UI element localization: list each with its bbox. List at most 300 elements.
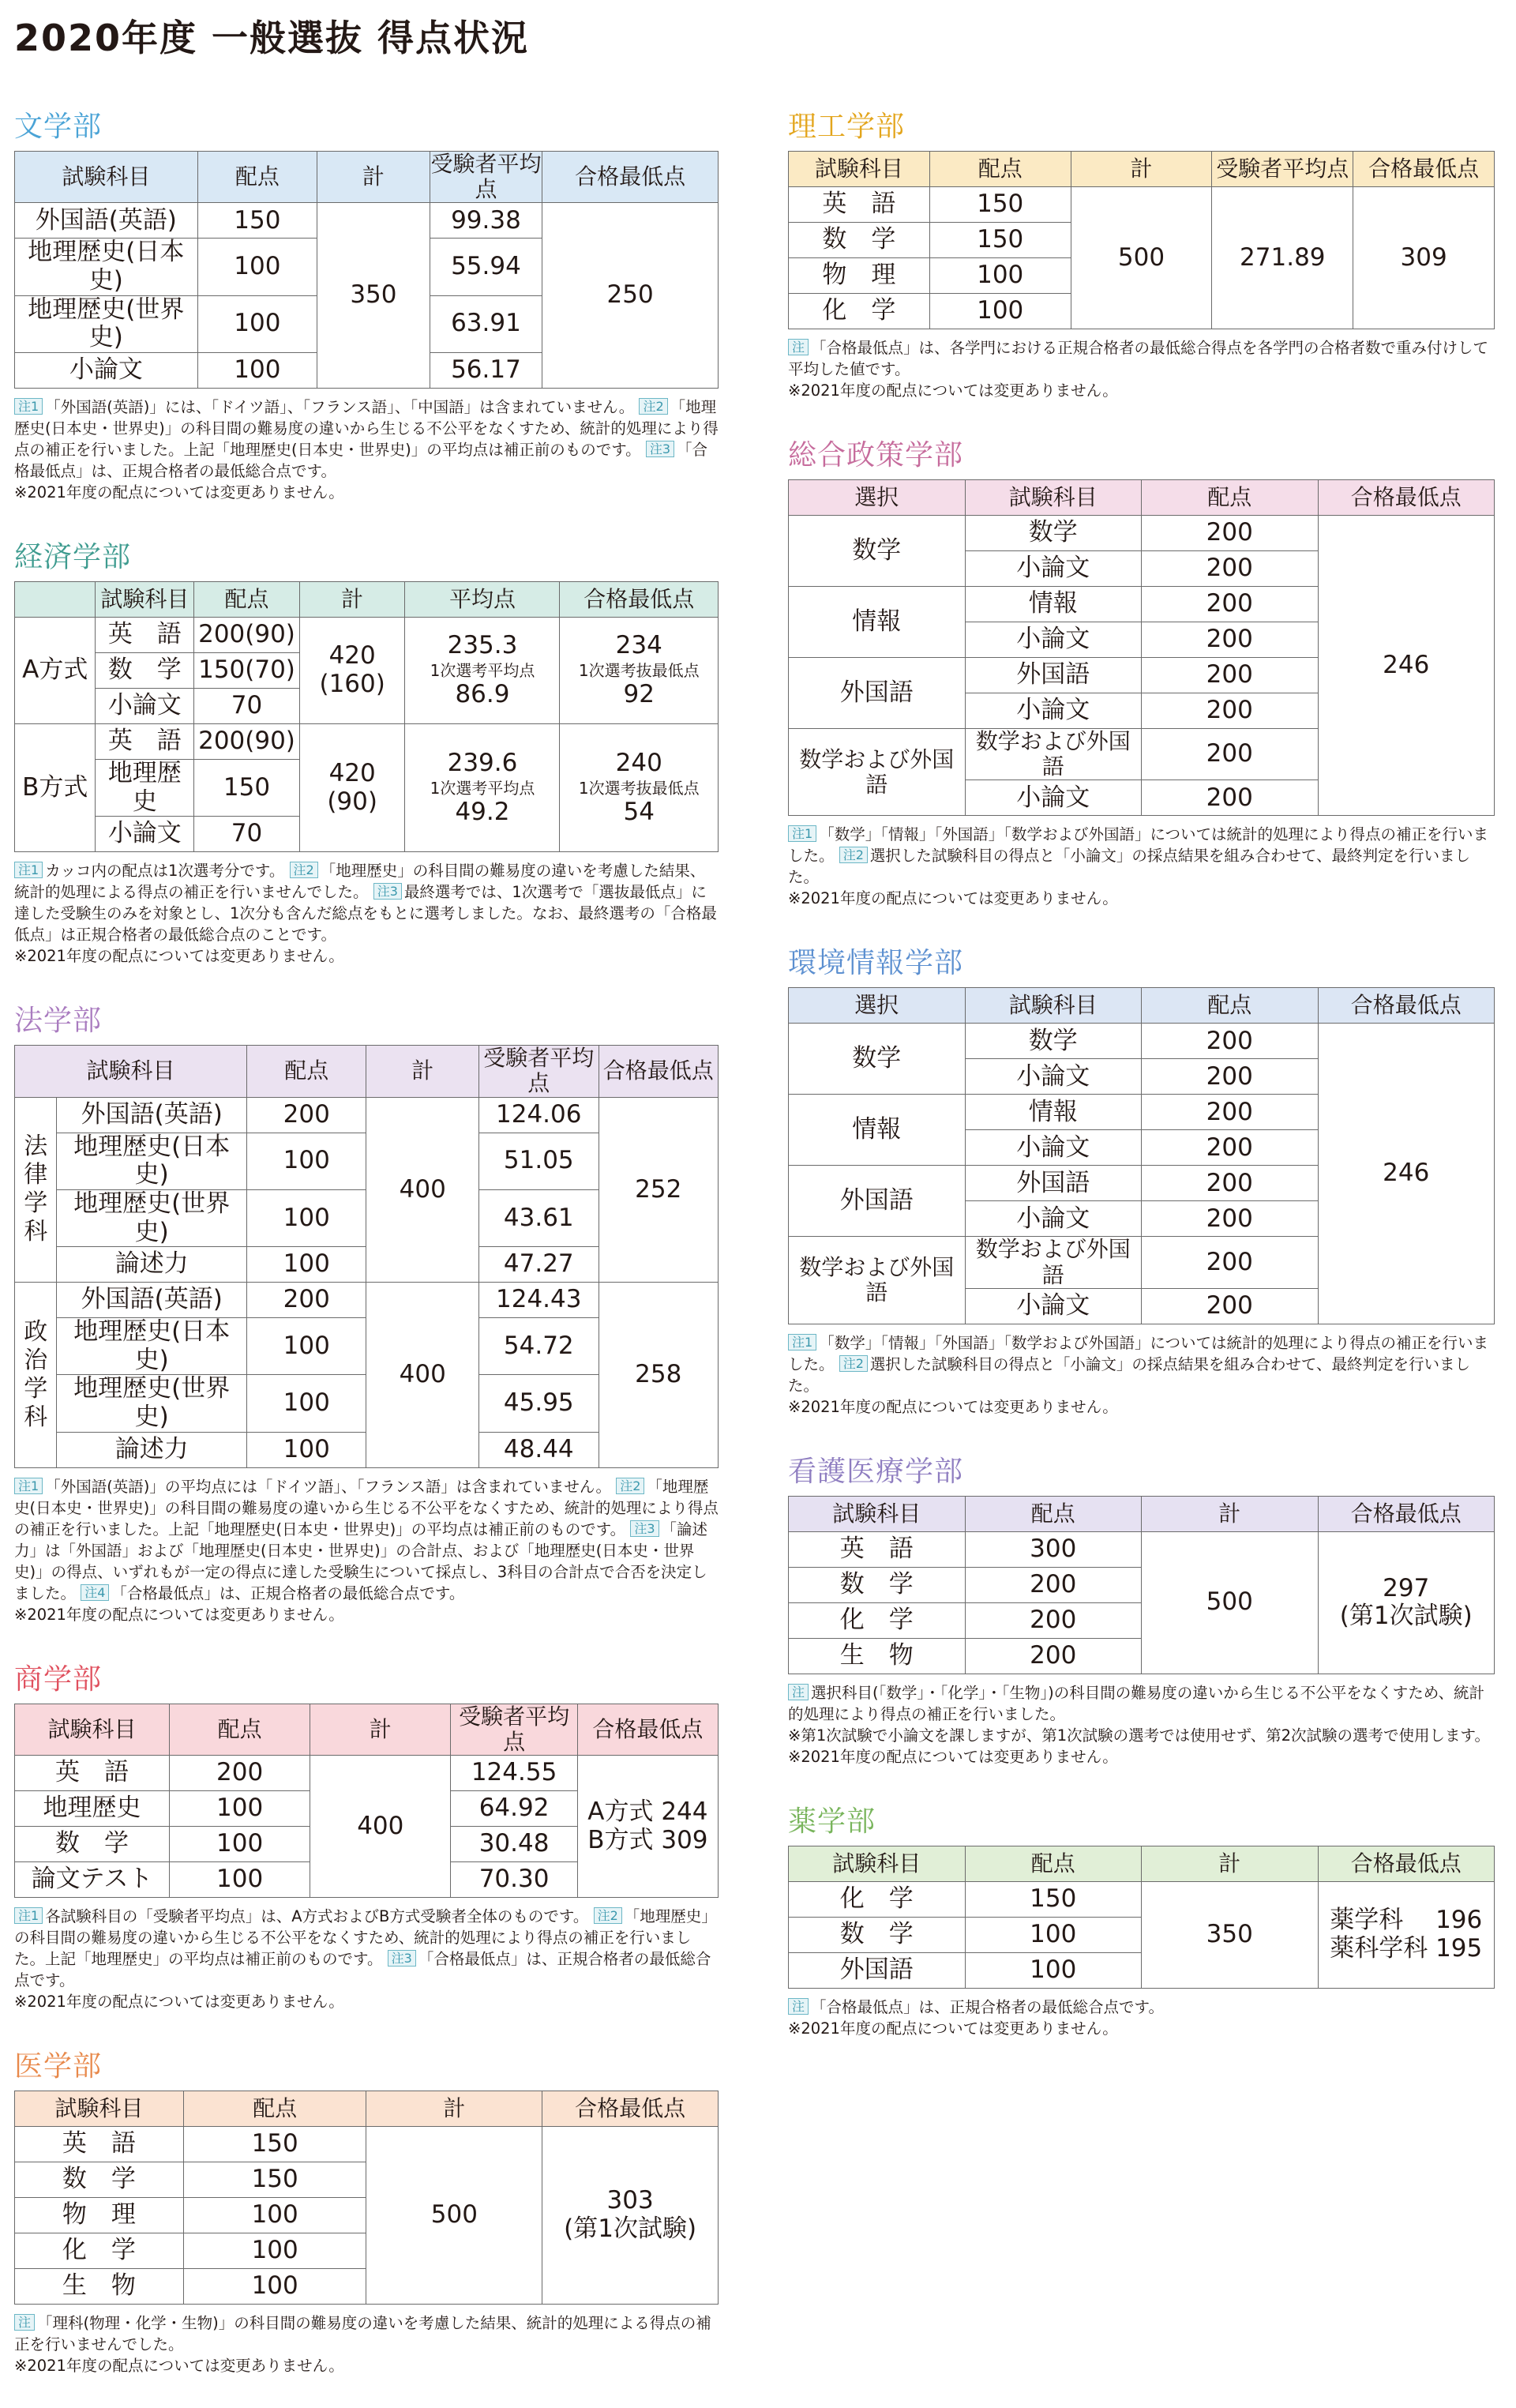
note-text: カッコ内の配点は1次選考分です。 xyxy=(45,862,285,881)
choice-cell: 外国語 xyxy=(789,658,966,729)
subject-cell: 地理歴史(世界史) xyxy=(15,295,198,352)
total-sub: (160) xyxy=(319,669,385,698)
min-b: B方式 309 xyxy=(587,1825,708,1854)
score-table xyxy=(788,987,1495,1324)
header-cell: 配点 xyxy=(183,2091,366,2127)
note-tag: 注1 xyxy=(14,1478,43,1494)
left-column xyxy=(14,104,719,2408)
header-cell: 配点 xyxy=(194,581,300,617)
avg-cell: 54.72 xyxy=(479,1318,599,1375)
note-tag: 注1 xyxy=(788,1334,816,1351)
subject-cell: 小論文 xyxy=(96,817,194,852)
note-text: 選択した試験科目の得点と「小論文」の採点結果を組み合わせて、最終判定を行いました。 xyxy=(788,1354,1471,1395)
subject-cell: 数学および外国語 xyxy=(965,1237,1142,1288)
note-paragraph xyxy=(14,860,719,945)
header-cell: 計 xyxy=(366,2091,542,2127)
note-tag: 注3 xyxy=(630,1520,659,1537)
header-cell: 試験科目 xyxy=(15,152,198,203)
table-header-row xyxy=(789,988,1495,1024)
points-cell: 200(90) xyxy=(194,723,300,759)
section-title: 法学部 xyxy=(14,1005,103,1038)
note-tag: 注3 xyxy=(388,1950,416,1967)
note-tag: 注4 xyxy=(81,1584,109,1601)
points-cell: 100 xyxy=(965,1917,1142,1952)
note-paragraph xyxy=(14,1476,719,1604)
section-title: 薬学部 xyxy=(788,1805,876,1838)
avg-cell: 124.06 xyxy=(479,1097,599,1133)
total-cell: 350 xyxy=(1142,1881,1319,1988)
points-cell: 100 xyxy=(170,1862,310,1898)
total-cell xyxy=(299,723,405,851)
subject-cell: 数 学 xyxy=(15,1827,170,1862)
note-tag: 注 xyxy=(788,1998,809,2015)
min-sub: 92 xyxy=(623,679,655,708)
points-cell: 100 xyxy=(247,1375,366,1432)
note-text: 「地理歴史(日本史・世界史)」の科目間の難易度の違いから生じる不公平をなくすため、統計的処理により得点の補正を行いました。上記「地理歴史(日本史・世界史)」の平均点は補正前のものです。 xyxy=(14,397,719,459)
section-title: 環境情報学部 xyxy=(788,947,964,980)
min-label: 1次選考抜最低点 xyxy=(578,660,700,680)
subject-cell: 外国語(英語) xyxy=(57,1283,247,1318)
section-title: 理工学部 xyxy=(788,111,906,143)
table-header-row xyxy=(789,1496,1495,1531)
points-cell: 150 xyxy=(965,1881,1142,1917)
section-riko xyxy=(788,104,1495,401)
min-score-cell xyxy=(1318,1881,1495,1988)
section-kango xyxy=(788,1449,1495,1767)
avg-cell: 70.30 xyxy=(451,1862,577,1898)
header-cell: 配点 xyxy=(197,152,317,203)
header-cell xyxy=(15,581,96,617)
section-hou xyxy=(14,998,719,1625)
header-cell: 合格最低点 xyxy=(599,1046,719,1097)
min-score-cell xyxy=(577,1756,718,1898)
notes xyxy=(14,860,719,967)
header-cell: 配点 xyxy=(965,1496,1142,1531)
table-row xyxy=(789,1531,1495,1567)
total-cell: 400 xyxy=(366,1283,479,1468)
min-value: 297 xyxy=(1383,1573,1430,1602)
header-cell: 計 xyxy=(1142,1846,1319,1881)
total-cell: 500 xyxy=(366,2127,542,2305)
subject-cell: 小論文 xyxy=(965,780,1142,816)
choice-cell: 数学および外国語 xyxy=(789,729,966,816)
section-shou xyxy=(14,1657,719,2012)
table-header-row xyxy=(789,480,1495,516)
subject-cell: 数学 xyxy=(965,516,1142,551)
section-keizai xyxy=(14,535,719,967)
table-row xyxy=(15,617,719,652)
choice-cell: 数学 xyxy=(789,516,966,587)
table-row xyxy=(15,723,719,759)
header-cell: 試験科目 xyxy=(789,152,930,187)
table-row xyxy=(789,187,1495,223)
min-1: 薬学科 196 xyxy=(1330,1906,1483,1935)
points-cell: 200 xyxy=(1142,1288,1319,1324)
table-row xyxy=(15,1097,719,1133)
note-paragraph xyxy=(788,1682,1495,1725)
points-cell: 100 xyxy=(929,294,1071,329)
points-cell: 100 xyxy=(965,1952,1142,1988)
note-tag: 注3 xyxy=(373,883,402,900)
note-text: 「理科(物理・化学・生物)」の科目間の難易度の違いを考慮した結果、統計的処理による得点の補正を行いませんでした。 xyxy=(14,2314,711,2354)
note-tag: 注1 xyxy=(788,825,816,842)
notes xyxy=(14,396,719,503)
notes xyxy=(788,337,1495,401)
note-tag: 注2 xyxy=(639,398,667,415)
note-footer: ※2021年度の配点については変更ありません。 xyxy=(14,1993,344,2012)
subject-cell: 外国語 xyxy=(965,658,1142,693)
note-paragraph xyxy=(788,337,1495,380)
table-row xyxy=(15,1283,719,1318)
min-score-cell xyxy=(1318,1531,1495,1674)
points-cell: 150 xyxy=(197,203,317,239)
subject-cell: 小論文 xyxy=(15,352,198,388)
section-kankyo xyxy=(788,941,1495,1417)
score-table xyxy=(14,151,719,389)
subject-cell: 物 理 xyxy=(789,258,930,294)
section-title: 医学部 xyxy=(14,2050,103,2083)
header-cell: 配点 xyxy=(1142,988,1319,1024)
points-cell: 200 xyxy=(1142,1166,1319,1201)
section-title: 経済学部 xyxy=(14,540,132,573)
subject-cell: 英 語 xyxy=(789,1531,966,1567)
note-text: 「数学」「情報」「外国語」「数学および外国語」については統計的処理により得点の補正を行いました。 xyxy=(788,1333,1489,1373)
section-bungaku xyxy=(14,104,719,503)
avg-cell: 124.55 xyxy=(451,1756,577,1791)
note-text: 「合格最低点」は、正規合格者の最低総合点です。 xyxy=(14,1950,711,1990)
note-paragraph xyxy=(788,1332,1495,1396)
header-cell: 試験科目 xyxy=(965,480,1142,516)
table-row xyxy=(15,203,719,239)
page-title: 2020年度 一般選抜 得点状況 xyxy=(14,17,530,59)
points-cell: 100 xyxy=(929,258,1071,294)
min-value: 303 xyxy=(606,2186,654,2215)
subject-cell: 英 語 xyxy=(96,723,194,759)
note-text: 「合格最低点」は、正規合格者の最低総合点です。 xyxy=(811,1997,1164,2016)
points-cell: 200 xyxy=(965,1602,1142,1638)
dept-cell xyxy=(15,1283,57,1468)
subject-cell: 数学および外国語 xyxy=(965,729,1142,780)
min-sub: (第1次試験) xyxy=(564,2215,697,2244)
min-score-cell: 258 xyxy=(599,1283,719,1468)
subject-cell: 小論文 xyxy=(965,693,1142,729)
note-paragraph xyxy=(14,1906,719,1991)
avg-label: 1次選考平均点 xyxy=(430,778,535,798)
avg-cell xyxy=(405,723,560,851)
header-cell: 計 xyxy=(1142,1496,1319,1531)
table-row xyxy=(15,2127,719,2162)
note-text: 選択科目(「数学」・「化学」・「生物」)の科目間の難易度の違いから生じる不公平をなくすため、統計的処理により得点の補正を行いました。 xyxy=(788,1683,1484,1723)
section-sougou xyxy=(788,433,1495,909)
section-igaku xyxy=(14,2044,719,2376)
note-tag: 注2 xyxy=(839,1355,868,1372)
table-row xyxy=(789,516,1495,551)
points-cell: 200 xyxy=(965,1567,1142,1602)
points-cell: 200 xyxy=(1142,658,1319,693)
avg-cell: 43.61 xyxy=(479,1189,599,1246)
note-tag: 注1 xyxy=(14,398,43,415)
notes xyxy=(14,1476,719,1625)
subject-cell: 数 学 xyxy=(15,2162,184,2198)
score-table xyxy=(14,581,719,852)
table-header-row xyxy=(15,1046,719,1097)
subject-cell: 小論文 xyxy=(965,622,1142,658)
points-cell: 200 xyxy=(1142,516,1319,551)
total-cell: 500 xyxy=(1071,187,1212,329)
table-header-row xyxy=(789,152,1495,187)
subject-cell: 数 学 xyxy=(96,652,194,688)
header-cell: 試験科目 xyxy=(789,1846,966,1881)
avg-cell: 99.38 xyxy=(430,203,542,239)
note-text: 選択した試験科目の得点と「小論文」の採点結果を組み合わせて、最終判定を行いました。 xyxy=(788,847,1471,887)
subject-cell: 小論文 xyxy=(965,1130,1142,1166)
choice-cell: 数学 xyxy=(789,1024,966,1095)
total-cell: 500 xyxy=(1142,1531,1319,1674)
subject-cell: 地理歴史(日本史) xyxy=(57,1318,247,1375)
note-tag: 注2 xyxy=(616,1478,644,1494)
note-text: 最終選考では、1次選考で「選抜最低点」に達した受験生のみを対象とし、1次分も含んだ総点をもとに選考しました。なお、最終選考の「合格最低点」は正規合格者の最低総合点のことです。 xyxy=(14,883,717,945)
note-paragraph xyxy=(788,824,1495,888)
subject-cell: 地理歴史(日本史) xyxy=(15,239,198,295)
subject-cell: 外国語 xyxy=(789,1952,966,1988)
notes xyxy=(788,1682,1495,1767)
subject-cell: 地理歴史 xyxy=(96,759,194,816)
header-cell: 合格最低点 xyxy=(1318,480,1495,516)
choice-cell: 情報 xyxy=(789,587,966,658)
note-text: 「地理歴史」の科目間の難易度の違いを考慮した結果、統計的処理による得点の補正を行いませんでした。 xyxy=(14,862,706,902)
header-cell: 平均点 xyxy=(405,581,560,617)
right-column xyxy=(788,104,1495,2071)
note-tag: 注3 xyxy=(646,441,674,457)
avg-cell: 47.27 xyxy=(479,1247,599,1283)
avg-sub: 86.9 xyxy=(455,679,510,708)
subject-cell: 英 語 xyxy=(15,1756,170,1791)
note-tag: 注2 xyxy=(594,1907,622,1924)
points-cell: 100 xyxy=(247,1133,366,1189)
points-cell: 200 xyxy=(247,1097,366,1133)
subject-cell: 化 学 xyxy=(789,1881,966,1917)
header-cell: 合格最低点 xyxy=(560,581,719,617)
header-cell: 計 xyxy=(310,1704,451,1755)
header-cell: 配点 xyxy=(965,1846,1142,1881)
header-cell: 選択 xyxy=(789,988,966,1024)
subject-cell: 化 学 xyxy=(789,1602,966,1638)
points-cell: 200 xyxy=(247,1283,366,1318)
avg-cell: 45.95 xyxy=(479,1375,599,1432)
dept-cell xyxy=(15,1097,57,1283)
note-text: 「地理歴史(日本史・世界史)」の科目間の難易度の違いから生じる不公平をなくすため、統計的処理により得点の補正を行いました。上記「地理歴史(日本史・世界史)」の平均点は補正前のものです。 xyxy=(14,1477,719,1538)
total-cell: 400 xyxy=(366,1097,479,1283)
avg-cell: 63.91 xyxy=(430,295,542,352)
choice-cell: 数学および外国語 xyxy=(789,1237,966,1324)
points-cell: 70 xyxy=(194,688,300,723)
table-header-row xyxy=(15,1704,719,1755)
min-score-cell: 246 xyxy=(1318,516,1495,816)
section-title: 商学部 xyxy=(14,1662,103,1696)
dept-label: 政 治 学 科 xyxy=(24,1317,48,1431)
points-cell: 200 xyxy=(1142,780,1319,816)
header-cell: 試験科目 xyxy=(15,1046,247,1097)
section-title: 文学部 xyxy=(14,111,103,143)
points-cell: 100 xyxy=(247,1247,366,1283)
min-score-cell xyxy=(560,723,719,851)
points-cell: 100 xyxy=(183,2233,366,2269)
points-cell: 150 xyxy=(929,223,1071,258)
points-cell: 70 xyxy=(194,817,300,852)
min-sub: (第1次試験) xyxy=(1339,1602,1473,1631)
table-header-row xyxy=(15,152,719,203)
points-cell: 100 xyxy=(170,1791,310,1827)
note-text: 「数学」「情報」「外国語」「数学および外国語」については統計的処理により得点の補正を行いました。 xyxy=(788,825,1489,866)
note-footer: ※2021年度の配点については変更ありません。 xyxy=(788,2019,1118,2038)
subject-cell: 数 学 xyxy=(789,223,930,258)
header-cell: 配点 xyxy=(170,1704,310,1755)
points-cell: 200 xyxy=(1142,551,1319,587)
min-score-cell xyxy=(542,2127,719,2305)
points-cell: 150 xyxy=(183,2127,366,2162)
header-cell: 合格最低点 xyxy=(1318,1846,1495,1881)
points-cell: 200(90) xyxy=(194,617,300,652)
min-score-cell: 250 xyxy=(542,203,719,389)
note-tag: 注 xyxy=(14,2314,35,2331)
header-cell: 合格最低点 xyxy=(542,152,719,203)
total-cell: 350 xyxy=(317,203,430,389)
score-table xyxy=(788,479,1495,816)
note-paragraph xyxy=(788,1997,1495,2018)
points-cell: 200 xyxy=(1142,1024,1319,1059)
min-label: 1次選考抜最低点 xyxy=(578,778,700,798)
section-title: 総合政策学部 xyxy=(788,439,964,471)
min-score-cell: 309 xyxy=(1353,187,1495,329)
subject-cell: 外国語 xyxy=(965,1166,1142,1201)
subject-cell: 地理歴史(世界史) xyxy=(57,1375,247,1432)
score-table xyxy=(14,1045,719,1468)
subject-cell: 小論文 xyxy=(965,1288,1142,1324)
subject-cell: 小論文 xyxy=(965,1201,1142,1237)
header-cell: 試験科目 xyxy=(96,581,194,617)
avg-cell: 56.17 xyxy=(430,352,542,388)
points-cell: 200 xyxy=(1142,587,1319,622)
note-paragraph xyxy=(14,396,719,482)
avg-cell: 124.43 xyxy=(479,1283,599,1318)
min-score-cell: 252 xyxy=(599,1097,719,1283)
note-tag: 注1 xyxy=(14,1907,43,1924)
points-cell: 200 xyxy=(1142,1237,1319,1288)
note-footer: ※2021年度の配点については変更ありません。 xyxy=(788,1747,1118,1766)
header-cell: 配点 xyxy=(247,1046,366,1097)
total-value: 420 xyxy=(328,758,376,787)
section-yaku xyxy=(788,1799,1495,2039)
min-2: 薬科学科 195 xyxy=(1330,1933,1483,1963)
choice-cell: 情報 xyxy=(789,1095,966,1166)
table-row xyxy=(15,1756,719,1791)
note-footer: ※2021年度の配点については変更ありません。 xyxy=(14,483,344,502)
header-cell: 試験科目 xyxy=(789,1496,966,1531)
subject-cell: 地理歴史(日本史) xyxy=(57,1133,247,1189)
choice-cell: 外国語 xyxy=(789,1166,966,1237)
avg-cell: 55.94 xyxy=(430,239,542,295)
note-footer: ※2021年度の配点については変更ありません。 xyxy=(788,381,1118,400)
avg-cell: 271.89 xyxy=(1212,187,1353,329)
total-value: 420 xyxy=(328,641,376,671)
points-cell: 100 xyxy=(183,2269,366,2305)
notes xyxy=(14,2312,719,2376)
avg-sub: 49.2 xyxy=(455,797,510,826)
points-cell: 300 xyxy=(965,1531,1142,1567)
header-cell: 計 xyxy=(1071,152,1212,187)
score-table xyxy=(788,151,1495,329)
header-cell: 合格最低点 xyxy=(542,2091,719,2127)
subject-cell: 論述力 xyxy=(57,1247,247,1283)
min-score-cell xyxy=(560,617,719,723)
avg-value: 235.3 xyxy=(447,631,518,660)
header-cell: 選択 xyxy=(789,480,966,516)
avg-cell xyxy=(405,617,560,723)
points-cell: 100 xyxy=(247,1189,366,1246)
subject-cell: 外国語(英語) xyxy=(57,1097,247,1133)
note-text: 「合格最低点」は、正規合格者の最低総合点です。 xyxy=(14,440,708,480)
score-table xyxy=(14,2091,719,2305)
subject-cell: 物 理 xyxy=(15,2198,184,2233)
header-cell: 計 xyxy=(366,1046,479,1097)
subject-cell: 論述力 xyxy=(57,1432,247,1467)
subject-cell: 数 学 xyxy=(789,1567,966,1602)
min-value: 240 xyxy=(615,748,662,777)
header-cell: 試験科目 xyxy=(965,988,1142,1024)
subject-cell: 数学 xyxy=(965,1024,1142,1059)
points-cell: 200 xyxy=(1142,1201,1319,1237)
points-cell: 100 xyxy=(183,2198,366,2233)
note-footer: ※2021年度の配点については変更ありません。 xyxy=(788,889,1118,908)
points-cell: 200 xyxy=(1142,1095,1319,1130)
header-cell: 試験科目 xyxy=(15,2091,184,2127)
subject-cell: 生 物 xyxy=(15,2269,184,2305)
points-cell: 150(70) xyxy=(194,652,300,688)
points-cell: 100 xyxy=(170,1827,310,1862)
score-table xyxy=(788,1496,1495,1674)
subject-cell: 英 語 xyxy=(15,2127,184,2162)
table-header-row xyxy=(789,1846,1495,1881)
method-cell: B方式 xyxy=(15,723,96,851)
subject-cell: 情報 xyxy=(965,1095,1142,1130)
subject-cell: 英 語 xyxy=(789,187,930,223)
header-cell: 合格最低点 xyxy=(577,1704,718,1755)
subject-cell: 化 学 xyxy=(15,2233,184,2269)
note-text: 「論述力」は「外国語」および「地理歴史(日本史・世界史)」の合計点、および「地理歴史(日本史・世界史)」の得点、いずれもが一定の得点に達した受験生について採点し、3科目の合計点で合否を決定しました。 xyxy=(14,1520,708,1602)
table-header-row xyxy=(15,2091,719,2127)
note-tag: 注2 xyxy=(290,862,318,878)
score-table xyxy=(788,1846,1495,1989)
note-text: 「外国語(英語)」の平均点には「ドイツ語」、「フランス語」は含まれていません。 xyxy=(45,1477,612,1496)
total-sub: (90) xyxy=(327,787,377,816)
avg-value: 239.6 xyxy=(447,748,518,777)
note-tag: 注2 xyxy=(839,847,868,863)
points-cell: 150 xyxy=(183,2162,366,2198)
subject-cell: 小論文 xyxy=(965,1059,1142,1095)
subject-cell: 地理歴史(世界史) xyxy=(57,1189,247,1246)
note-tag: 注 xyxy=(788,339,809,355)
points-cell: 100 xyxy=(197,352,317,388)
note-paragraph xyxy=(14,2312,719,2355)
note-paragraph: ※第1次試験で小論文を課しますが、第1次試験の選考では使用せず、第2次試験の選考で使用します。 xyxy=(788,1726,1490,1745)
subject-cell: 英 語 xyxy=(96,617,194,652)
points-cell: 100 xyxy=(247,1432,366,1467)
note-text: 各試験科目の「受験者平均点」は、A方式およびB方式受験者全体のものです。 xyxy=(45,1907,589,1926)
avg-cell: 51.05 xyxy=(479,1133,599,1189)
subject-cell: 論文テスト xyxy=(15,1862,170,1898)
table-header-row xyxy=(15,581,719,617)
subject-cell: 生 物 xyxy=(789,1638,966,1674)
